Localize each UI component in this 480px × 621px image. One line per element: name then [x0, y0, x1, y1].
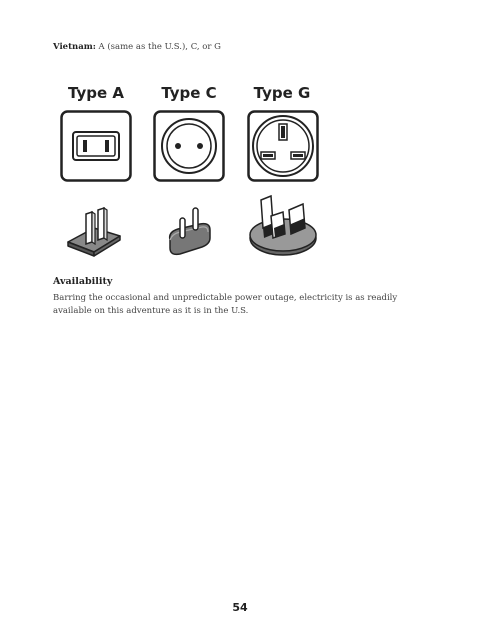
plug-type-label: Type G [253, 84, 311, 102]
page-number: 54 [232, 601, 248, 614]
plug-type-label: Type C [161, 84, 217, 102]
type-a-socket-icon [60, 110, 132, 182]
country-plug-types: A (same as the U.S.), C, or G [95, 42, 221, 52]
availability-body: Barring the occasional and unpredictable power outage, electricity is as readily available on this adventure as it is in the U.S. [53, 293, 398, 316]
type-g-plug-icon [247, 192, 323, 260]
country-line [53, 42, 221, 52]
type-g-socket-icon [247, 110, 319, 182]
type-a-plug-icon [64, 202, 128, 258]
type-c-socket-icon [153, 110, 225, 182]
availability-heading: Availability [53, 276, 113, 287]
country-label: Vietnam: [53, 42, 96, 52]
plug-type-label: Type A [68, 84, 124, 102]
type-c-plug-icon [162, 202, 218, 258]
